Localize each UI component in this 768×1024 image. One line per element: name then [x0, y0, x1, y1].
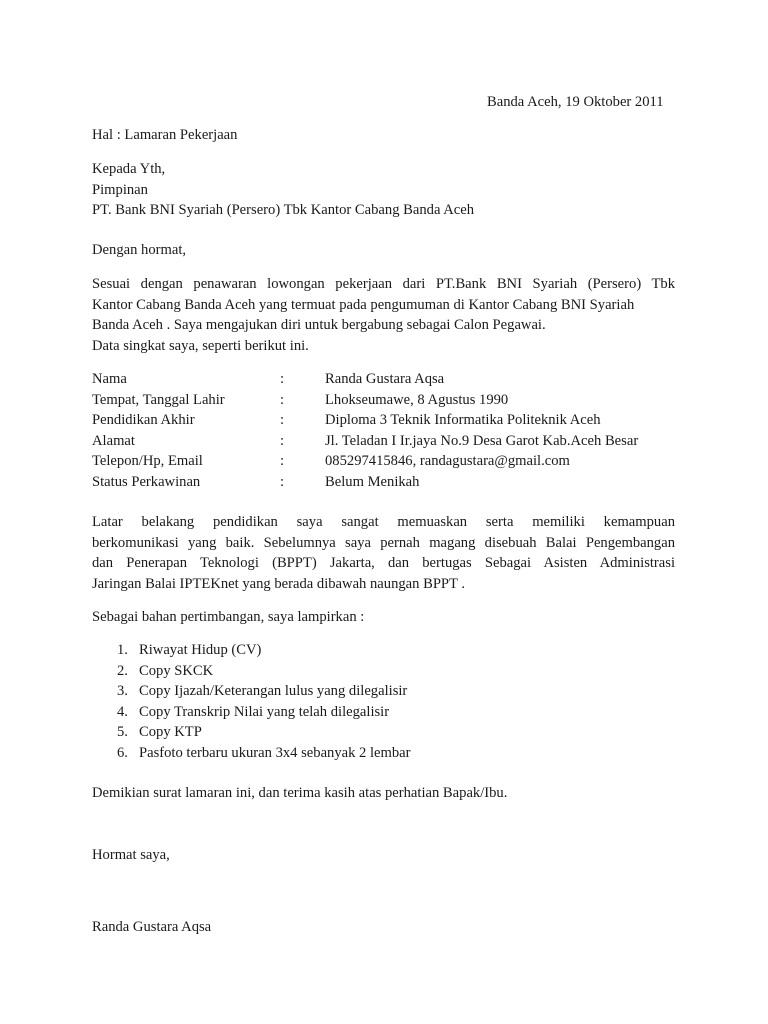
list-item — [117, 722, 617, 743]
signature-name: Randa Gustara Aqsa — [92, 919, 212, 935]
recipient-line: PT. Bank BNI Syariah (Persero) Tbk Kantor Cabang Banda Aceh — [92, 202, 475, 218]
closing-sentence: Demikian surat lamaran ini, dan terima kasih atas perhatian Bapak/Ibu. — [92, 785, 508, 801]
list-item — [117, 640, 617, 661]
paragraph-line: Kantor Cabang Banda Aceh yang termuat pada pengumuman di Kantor Cabang BNI Syariah — [92, 296, 635, 313]
list-text: Copy Ijazah/Keterangan lulus yang dilegalisir — [139, 683, 408, 699]
paragraph-line: Latar belakang pendidikan saya sangat memuaskan serta memiliki kemampuan — [92, 514, 675, 530]
detail-value: Lhokseumawe, 8 Agustus 1990 — [325, 391, 509, 408]
detail-row — [92, 369, 682, 390]
letter-subject: Hal : Lamaran Pekerjaan — [92, 127, 238, 143]
detail-separator: : — [280, 391, 285, 408]
list-item — [117, 743, 617, 764]
list-text: Pasfoto terbaru ukuran 3x4 sebanyak 2 lembar — [139, 744, 411, 761]
list-text: Copy Transkrip Nilai yang telah dilegalisir — [139, 703, 390, 720]
detail-row — [92, 390, 682, 411]
attachments-intro: Sebagai bahan pertimbangan, saya lampirkan : — [92, 609, 365, 625]
detail-label: Telepon/Hp, Email — [92, 453, 203, 469]
paragraph-line: Data singkat saya, seperti berikut ini. — [92, 337, 309, 354]
detail-row — [92, 451, 682, 472]
attachments-list — [117, 640, 617, 763]
list-item — [117, 702, 617, 723]
greeting: Dengan hormat, — [92, 242, 187, 258]
detail-label: Status Perkawinan — [92, 473, 201, 490]
sign-off: Hormat saya, — [92, 847, 170, 863]
list-number: 3. — [117, 683, 128, 699]
recipient-block — [92, 159, 474, 221]
detail-value: 085297415846, randagustara@gmail.com — [325, 453, 570, 469]
background-paragraph — [92, 512, 675, 594]
recipient-line: Pimpinan — [92, 181, 148, 198]
detail-value: Jl. Teladan I Ir.jaya No.9 Desa Garot Kab.Aceh Besar — [325, 432, 639, 449]
list-item — [117, 661, 617, 682]
paragraph-line: dan Penerapan Teknologi (BPPT) Jakarta, dan bertugas Sebagai Asisten Administrasi — [92, 555, 675, 571]
list-text: Riwayat Hidup (CV) — [139, 642, 262, 658]
list-number: 5. — [117, 724, 128, 740]
detail-separator: : — [280, 453, 285, 469]
letter-date: Banda Aceh, 19 Oktober 2011 — [487, 94, 664, 110]
detail-separator: : — [280, 473, 285, 490]
intro-paragraph — [92, 274, 675, 356]
list-text: Copy KTP — [139, 724, 202, 740]
recipient-line: Kepada Yth, — [92, 161, 166, 177]
detail-value: Belum Menikah — [325, 473, 420, 490]
list-item — [117, 681, 617, 702]
detail-label: Nama — [92, 371, 127, 387]
detail-row — [92, 431, 682, 452]
list-number: 6. — [117, 744, 128, 761]
list-number: 4. — [117, 703, 128, 720]
detail-row — [92, 472, 682, 493]
detail-value: Diploma 3 Teknik Informatika Politeknik Aceh — [325, 412, 601, 428]
paragraph-line: Sesuai dengan penawaran lowongan pekerjaan dari PT.Bank BNI Syariah (Persero) Tbk — [92, 276, 675, 292]
detail-separator: : — [280, 412, 285, 428]
paragraph-line: berkomunikasi yang baik. Sebelumnya saya pernah magang disebuah Balai Pengembangan — [92, 534, 675, 551]
paragraph-line: Banda Aceh . Saya mengajukan diri untuk bergabung sebagai Calon Pegawai. — [92, 317, 546, 333]
list-number: 1. — [117, 642, 128, 658]
detail-separator: : — [280, 371, 285, 387]
detail-row — [92, 410, 682, 431]
detail-label: Alamat — [92, 432, 135, 449]
detail-label: Tempat, Tanggal Lahir — [92, 391, 225, 408]
personal-details-table — [92, 369, 682, 492]
list-number: 2. — [117, 662, 128, 679]
detail-separator: : — [280, 432, 285, 449]
paragraph-line: Jaringan Balai IPTEKnet yang berada dibawah naungan BPPT . — [92, 575, 465, 592]
detail-label: Pendidikan Akhir — [92, 412, 195, 428]
detail-value: Randa Gustara Aqsa — [325, 371, 445, 387]
list-text: Copy SKCK — [139, 662, 214, 679]
